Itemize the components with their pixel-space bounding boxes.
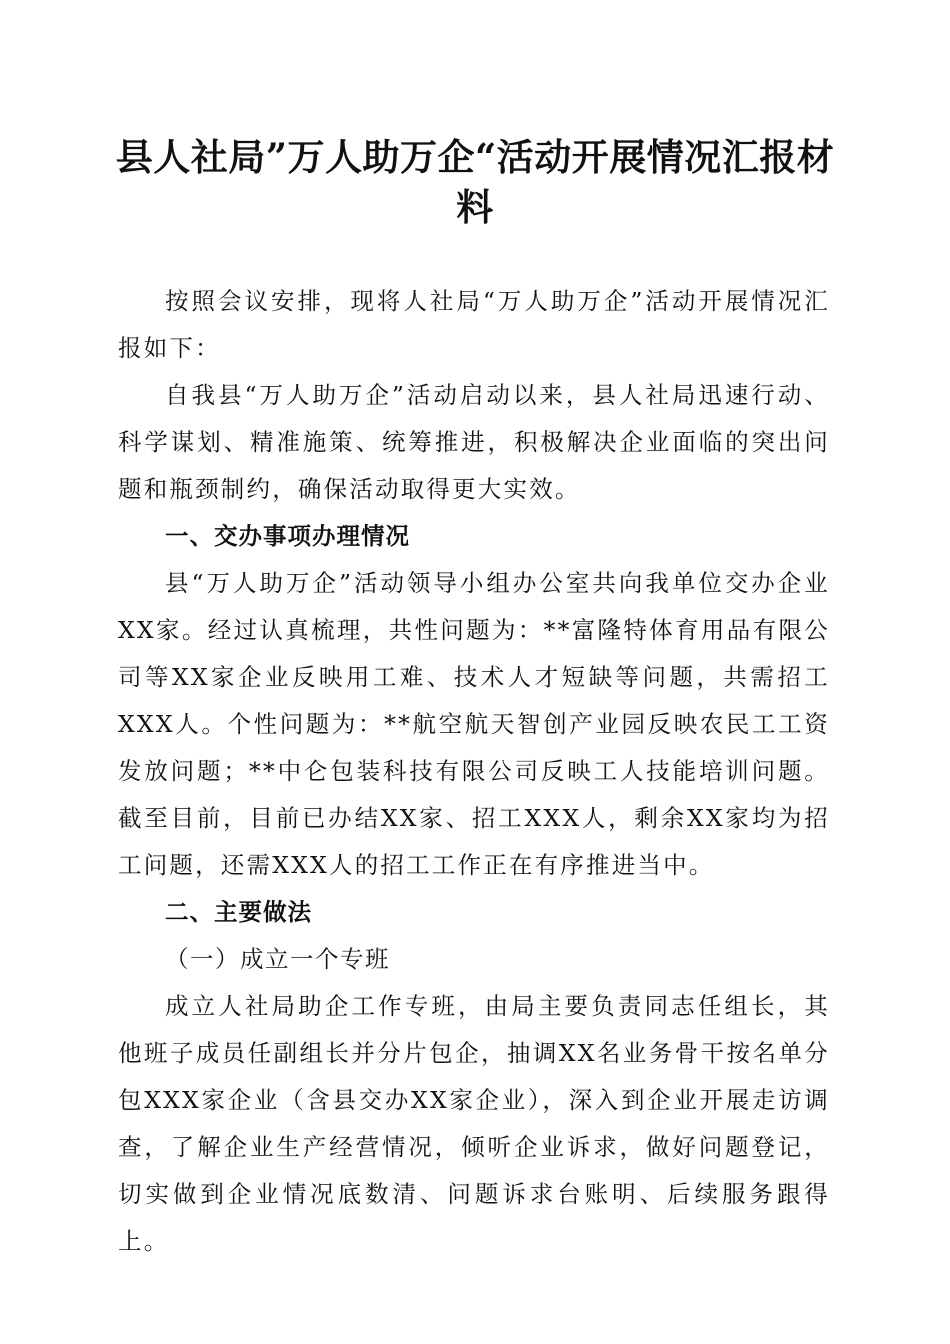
document-title: 县人社局”万人助万企“活动开展情况汇报材料 [115,135,835,229]
assigned-matters-paragraph: 县“万人助万企”活动领导小组办公室共向我单位交办企业XX家。经过认真梳理，共性问题为：**富隆特体育用品有限公司等XX家企业反映用工难、技术人才短缺等问题，共需招工XXX人。个性问题为：**航空航天智创产业园反映农民工工资发放问题；**中仑包装科技有限公司反映工人技能培训问题。截至目前，目前已办结XX家、招工XXX人，剩余XX家均为招工问题，还需XXX人的招工工作正在有序推进当中。 [118,569,830,879]
document-body [118,278,830,1265]
section-heading-assigned-matters: 一、交办事项办理情况 [165,522,410,550]
intro-paragraph: 按照会议安排，现将人社局“万人助万企”活动开展情况汇报如下： [118,287,830,362]
subsection-heading-task-force: （一）成立一个专班 [165,945,390,973]
task-force-paragraph: 成立人社局助企工作专班，由局主要负责同志任组长，其他班子成员任副组长并分片包企，抽调XX名业务骨干按名单分包XXX家企业（含县交办XX家企业），深入到企业开展走访调查，了解企业生产经营情况，倾听企业诉求，做好问题登记，切实做到企业情况底数清、问题诉求台账明、后续服务跟得上。 [118,992,830,1255]
section-heading-main-practices: 二、主要做法 [165,898,312,926]
overview-paragraph: 自我县“万人助万企”活动启动以来，县人社局迅速行动、科学谋划、精准施策、统筹推进，积极解决企业面临的突出问题和瓶颈制约，确保活动取得更大实效。 [118,381,830,503]
